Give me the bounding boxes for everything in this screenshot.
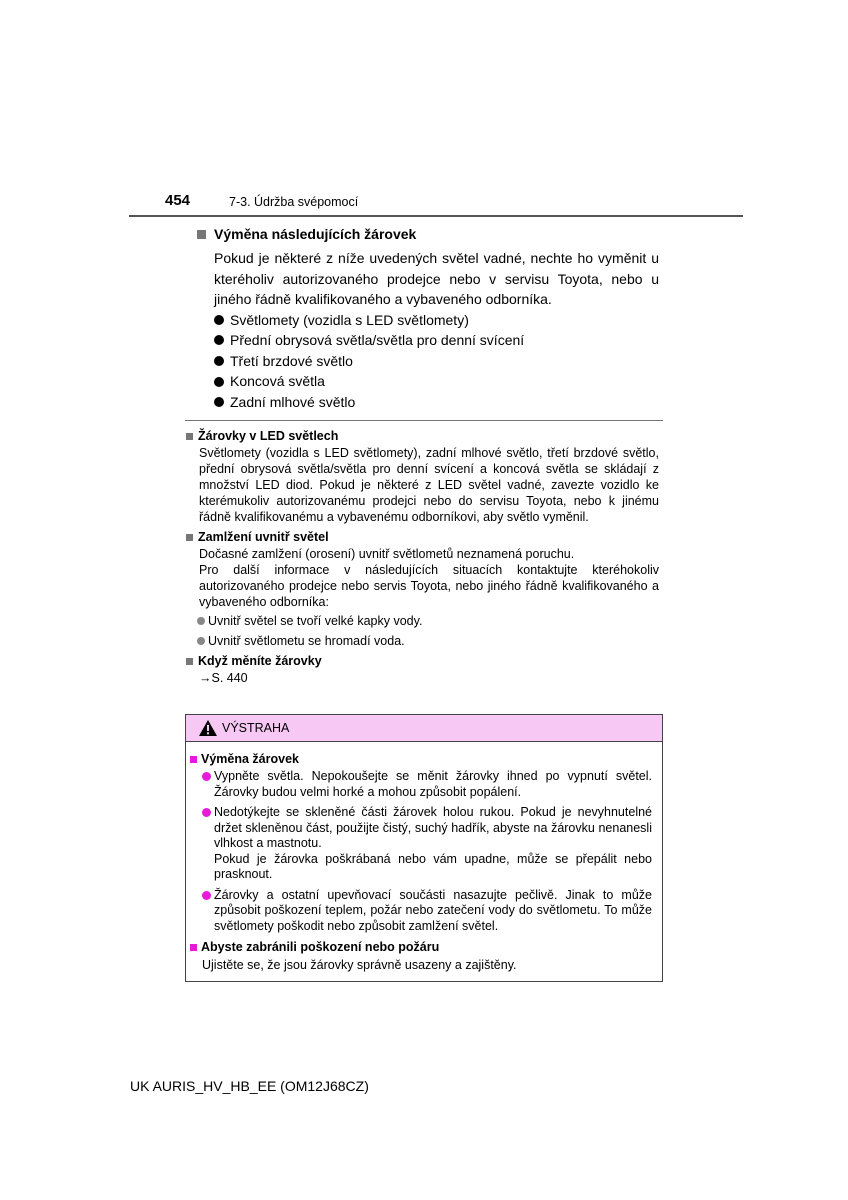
warning-triangle-icon xyxy=(198,719,218,737)
fog-list xyxy=(197,613,659,649)
bullet-icon xyxy=(214,377,224,387)
section-title: 7-3. Údržba svépomocí xyxy=(229,195,359,209)
list-item-text: Nedotýkejte se skleněné části žárovek holou rukou. Pokud je nevyhnutelné držet skleněnou část, použijte čistý, suchý hadřík, abyste na žárovku nenanesli vlhkost a mastnotu. xyxy=(214,805,652,850)
warning-header xyxy=(186,715,662,742)
main-section xyxy=(197,225,659,412)
warning-box xyxy=(185,714,663,982)
list-item xyxy=(202,769,652,800)
notes-section xyxy=(185,428,659,686)
page-reference-link[interactable]: →S. 440 xyxy=(199,671,248,685)
list-item-text: Třetí brzdové světlo xyxy=(230,352,353,369)
warning-body xyxy=(186,742,662,973)
note-heading-change xyxy=(185,653,659,669)
square-bullet-icon xyxy=(186,433,193,440)
warning-list xyxy=(202,769,652,934)
list-item xyxy=(214,392,659,413)
header-divider xyxy=(129,215,743,217)
main-heading-text: Výměna následujících žárovek xyxy=(214,226,417,242)
bullet-icon xyxy=(202,772,211,781)
bullet-icon xyxy=(214,335,224,345)
list-item-text: Přední obrysová světla/světla pro denní svícení xyxy=(230,332,525,349)
bullet-icon xyxy=(202,808,211,817)
bullet-icon xyxy=(202,891,211,900)
bullet-icon xyxy=(214,356,224,366)
bullet-icon xyxy=(214,315,224,325)
list-item xyxy=(202,805,652,883)
warning-heading-fire xyxy=(190,939,652,955)
list-item-text: Koncová světla xyxy=(230,373,325,390)
list-item-text: Zadní mlhové světlo xyxy=(230,393,356,410)
square-bullet-icon xyxy=(186,534,193,541)
list-item-text: Uvnitř světel se tvoří velké kapky vody. xyxy=(208,614,423,628)
bullet-icon xyxy=(197,637,205,645)
list-item xyxy=(214,371,659,392)
list-item-text-extra: Pokud je žárovka poškrábaná nebo vám upadne, může se přepálit nebo prasknout. xyxy=(214,851,652,881)
list-item xyxy=(202,888,652,935)
footer-code: UK AURIS_HV_HB_EE (OM12J68CZ) xyxy=(130,1078,369,1094)
main-heading xyxy=(197,225,659,243)
list-item xyxy=(214,351,659,372)
bullet-icon xyxy=(214,397,224,407)
lights-list xyxy=(214,310,659,413)
list-item xyxy=(197,633,659,649)
note-text-fog-2: Pro další informace v následujících situacích kontaktujte kteréhokoliv autorizovaného prodejce nebo servis Toyota, nebo jiného řádně kvalifikovaného a vybaveného odborníka: xyxy=(199,563,659,609)
list-item xyxy=(197,613,659,629)
note-heading-led xyxy=(185,428,659,444)
warning-title: VÝSTRAHA xyxy=(222,721,290,735)
square-bullet-icon xyxy=(186,658,193,665)
square-bullet-icon xyxy=(190,756,197,763)
list-item-text: Uvnitř světlometu se hromadí voda. xyxy=(208,634,405,648)
warning-text: Ujistěte se, že jsou žárovky správně usazeny a zajištěny. xyxy=(202,958,517,972)
section-divider xyxy=(185,420,663,421)
warning-heading-bulbs xyxy=(190,751,652,767)
list-item-text: Světlomety (vozidla s LED světlomety) xyxy=(230,311,469,328)
list-item-text: Vypněte světla. Nepokoušejte se měnit žárovky ihned po vypnutí světel. Žárovky budou velmi horké a mohou způsobit popálení. xyxy=(214,769,652,799)
list-item-text: Žárovky a ostatní upevňovací součásti nasazujte pečlivě. Jinak to může způsobit poškození teplem, požár nebo zatečení vody do světlometu. To může světlomety poškodit nebo způsobit zamlžení světel. xyxy=(214,887,652,933)
note-text-fog-1: Dočasné zamlžení (orosení) uvnitř světlometů neznamená poruchu. xyxy=(199,547,575,561)
warning-heading-text: Abyste zabránili poškození nebo požáru xyxy=(201,940,440,954)
page-number: 454 xyxy=(165,192,191,209)
note-heading-text: Zamlžení uvnitř světel xyxy=(198,530,329,544)
square-bullet-icon xyxy=(197,230,206,239)
note-heading-text: Když měníte žárovky xyxy=(198,654,322,668)
square-bullet-icon xyxy=(190,944,197,951)
list-item-body xyxy=(214,805,652,883)
note-heading-fog xyxy=(185,529,659,545)
main-paragraph: Pokud je některé z níže uvedených světel vadné, nechte ho vyměnit u kteréholiv autorizovaného prodejce nebo v servisu Toyota, nebo u jiného řádně kvalifikovaného a vybaveného odborníka. xyxy=(214,250,659,307)
list-item xyxy=(214,330,659,351)
warning-heading-text: Výměna žárovek xyxy=(201,752,299,766)
bullet-icon xyxy=(197,617,205,625)
note-text-led: Světlomety (vozidla s LED světlomety), zadní mlhové světlo, třetí brzdové světlo, přední obrysová světla/světla pro denní svícení a koncová světla se skládají z množství LED diod. Pokud je některé z LED světel vadné, zavezte vozidlo ke kterémukoliv autorizovanému prodejci nebo do servisu Toyota, nebo k jinému řádně kvalifikovanému a vybavenému odborníkovi, aby světlo vyměnil. xyxy=(199,446,659,524)
list-item xyxy=(214,310,659,331)
note-heading-text: Žárovky v LED světlech xyxy=(198,429,339,443)
